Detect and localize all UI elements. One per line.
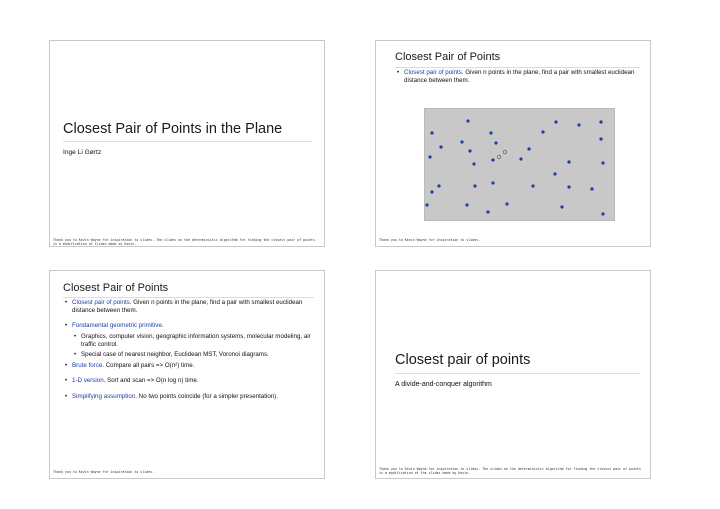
plot-point <box>491 181 494 184</box>
slide-3-subbullets <box>72 333 321 360</box>
plot-point <box>473 184 476 187</box>
bullet-highlight: Brute force <box>72 362 103 370</box>
plot-point <box>428 155 431 158</box>
plot-point <box>553 172 556 175</box>
slide-4-subtitle: A divide-and-conquer algorithm <box>395 381 492 388</box>
bullet-dot: • <box>74 351 77 359</box>
bullet-highlight: 1-D version <box>72 377 104 385</box>
slide-2-bullets <box>395 69 645 85</box>
plot-point <box>460 140 463 143</box>
bullet-text: . Sort and scan => O(n log n) time. <box>103 377 199 385</box>
plot-point <box>541 130 544 133</box>
slide-3-bullet <box>63 393 321 401</box>
bullet-dot: • <box>65 392 68 400</box>
slide-3-bullet <box>63 362 321 370</box>
plot-point <box>489 131 492 134</box>
plot-point <box>590 187 593 190</box>
slide-2-bullet-text: . Given n points in the plane, find a pair with smallest euclidean distance between them. <box>404 69 635 85</box>
slide-3-footnote: Thank you to Kevin Wayne for inspiration to slides. <box>53 470 155 474</box>
plot-point <box>601 212 604 215</box>
plot-point <box>531 184 534 187</box>
slide-2 <box>375 40 651 247</box>
slide-4-title: Closest pair of points <box>395 352 531 368</box>
slide-1-author: Inge Li Gørtz <box>63 149 102 156</box>
slide-3-title: Closest Pair of Points <box>63 282 169 294</box>
slide-2-bullet-highlight: Closest pair of points <box>404 69 462 76</box>
plot-point <box>494 141 497 144</box>
subbullet-text: Graphics, computer vision, geographic information systems, molecular modeling, air traffic control. <box>81 332 311 348</box>
slide-3-bullet <box>63 377 321 385</box>
slide-3-title-rule <box>63 297 314 298</box>
plot-point <box>567 160 570 163</box>
plot-point <box>486 210 489 213</box>
bullet-highlight: Closest pair of points <box>72 299 130 306</box>
bullet-highlight: Fundamental geometric primitive <box>72 322 162 330</box>
slide-3-bullet <box>63 299 321 315</box>
slide-3 <box>49 270 325 479</box>
slide-4 <box>375 270 651 479</box>
plot-point <box>560 205 563 208</box>
slide-3-subbullet <box>72 333 321 349</box>
bullet-dot: • <box>74 332 77 340</box>
plot-point <box>599 137 602 140</box>
plot-point <box>519 157 522 160</box>
slide-1-footnote: Thank you to Kevin Wayne for inspiration to slides. The slides on the deterministic algorithm for finding the closest pair of points is a modification of slides made by Kevin. <box>53 238 316 247</box>
slide-3-bullet <box>63 322 321 359</box>
slide-3-subbullet <box>72 351 321 359</box>
bullet-text: . No two points coincide (for a simpler presentation). <box>135 392 279 400</box>
plot-point <box>527 147 530 150</box>
bullet-text: . Compare all pairs => O(n²) time. <box>102 362 195 370</box>
plot-point <box>554 120 557 123</box>
plot-point <box>466 119 469 122</box>
plot-point <box>439 145 442 148</box>
plot-point <box>567 185 570 188</box>
plot-point <box>425 203 428 206</box>
plot-point <box>491 158 494 161</box>
bullet-dot: • <box>65 299 68 306</box>
plot-point <box>437 184 440 187</box>
slide-2-footnote: Thank you to Kevin Wayne for inspiration to slides. <box>379 238 481 242</box>
plot-point <box>472 162 475 165</box>
slide-2-bullet <box>395 69 645 85</box>
bullet-text: . <box>161 322 164 330</box>
closest-pair-plot <box>424 108 615 221</box>
plot-point <box>505 202 508 205</box>
slide-4-footnote: Thank you to Kevin Wayne for inspiration to slides. The slides on the deterministic algorithm for finding the closest pair of points is a modification of the slides made by Kevin. <box>379 467 642 476</box>
plot-point <box>430 190 433 193</box>
slide-3-bullets <box>63 299 321 401</box>
plot-background <box>424 108 615 221</box>
bullet-dot: • <box>397 69 400 76</box>
plot-point <box>468 149 471 152</box>
bullet-highlight: Simplifying assumption <box>72 392 136 400</box>
plot-point <box>465 203 468 206</box>
slide-4-title-rule <box>395 373 640 374</box>
bullet-dot: • <box>65 377 68 385</box>
bullet-text: . Given n points in the plane, find a pair with smallest euclidean distance between them. <box>72 299 303 315</box>
bullet-dot: • <box>65 322 68 330</box>
plot-point <box>599 120 602 123</box>
slide-1-title-rule <box>63 141 312 142</box>
plot-point <box>577 123 580 126</box>
slide-1 <box>49 40 325 247</box>
slide-2-title: Closest Pair of Points <box>395 51 501 63</box>
subbullet-text: Special case of nearest neighbor, Euclidean MST, Voronoi diagrams. <box>81 351 269 359</box>
slide-2-title-rule <box>395 67 640 68</box>
plot-point <box>430 131 433 134</box>
slide-1-title: Closest Pair of Points in the Plane <box>63 121 283 137</box>
bullet-dot: • <box>65 362 68 370</box>
plot-point <box>601 161 604 164</box>
